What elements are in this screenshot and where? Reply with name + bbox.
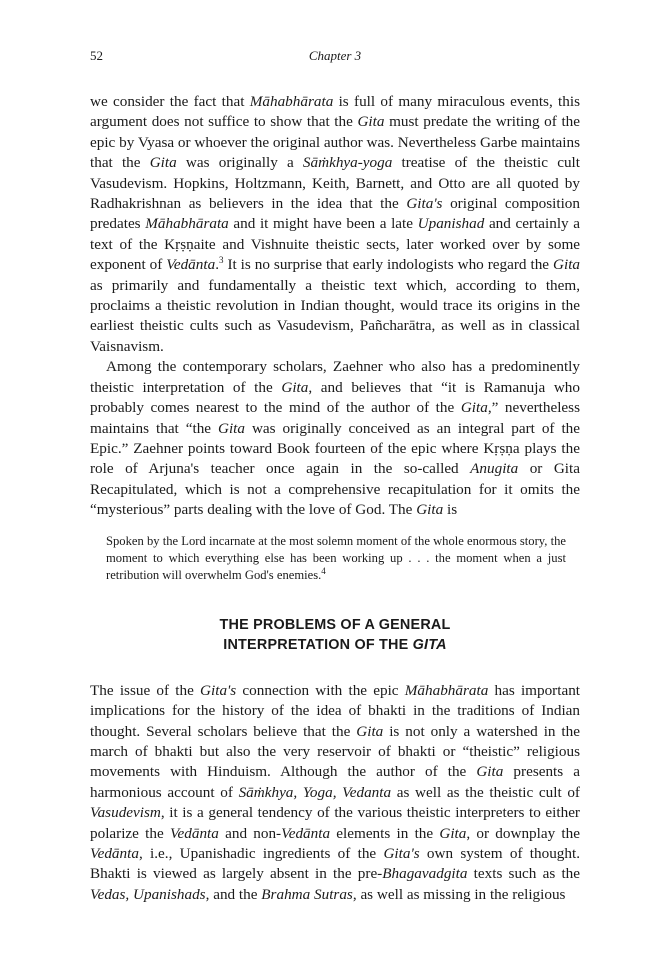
italic-term: Vedānta [166, 256, 216, 274]
footnote-ref: 3 [218, 255, 224, 266]
text-run: has important implications for the history of the idea of bhakti in the traditions of Indian thought. Several scholars believe that the [90, 681, 581, 740]
text-run: texts such as the [467, 865, 580, 883]
italic-term: Māhabhārata [249, 93, 334, 110]
italic-term: Vasudevism [90, 804, 161, 822]
italic-term: Gita [416, 501, 444, 519]
italic-term: Anugita [470, 460, 519, 478]
italic-term: Brahma Sutras [261, 885, 353, 903]
section-heading-line2: INTERPRETATION OF THE GITA [223, 636, 447, 653]
text-run: Among the contemporary scholars, Zaehner who also has a predominently theistic interpretation of the [90, 358, 580, 396]
text-run: presents a harmonious account of [90, 763, 580, 801]
text-run: must predate the writing of the epic by Vyasa or whoever the original author was. Nevertheless Garbe maintains that the [90, 113, 581, 172]
italic-term: Vedānta [281, 824, 331, 842]
text-run: we consider the fact that [90, 93, 250, 110]
italic-term: Gita's [383, 845, 420, 862]
paragraph-problems [90, 681, 580, 905]
italic-term: Gita [460, 399, 488, 417]
text-run: , i.e., Upanishadic ingredients of the [138, 845, 384, 862]
block-quote [106, 533, 566, 585]
text-run: The issue of the [90, 681, 201, 699]
italic-term: Gita [356, 722, 384, 740]
italic-term: Māhabhārata [145, 215, 229, 233]
text-run: was originally a [176, 154, 303, 172]
italic-term: Gita [553, 256, 581, 274]
paragraph-continuation [90, 92, 580, 357]
italic-term: Gita [357, 113, 385, 131]
italic-term: Gita [281, 378, 309, 396]
italic-term: Gita [217, 419, 245, 437]
text-run: , as well as missing in the religious [352, 885, 566, 903]
section-heading [90, 615, 580, 655]
footnote-ref: 4 [321, 566, 326, 577]
text-run: original composition predates [90, 195, 580, 233]
paragraph-zaehner [90, 357, 580, 520]
italic-term: Gita's [406, 195, 443, 213]
text-run: connection with the epic [236, 681, 405, 699]
text-run: as primarily and fundamentally a theistic text which, according to them, proclaims a theistic revolution in Indian thought, would trace its origins in the earliest theistic cults such as Vasudevism, Pañcharātra, as well as in classical Vaisnavism. [90, 276, 580, 355]
text-run: or Gita Recapitulated, which is not a comprehensive recapitulation for it omits the “mysterious” parts dealing with the love of God. The [90, 460, 580, 519]
italic-term: Gita's [200, 681, 237, 699]
book-page [90, 48, 580, 905]
text-run: treatise of the theistic cult Vasudevism. Hopkins, Holtzmann, Keith, Barnett, and Otto are all quoted by Radhakrishnan as believers in the idea that the [90, 154, 580, 213]
text-run: and it might have been a late [228, 215, 418, 233]
italic-term: Vedānta [90, 845, 139, 862]
text-run: Spoken by the Lord incarnate at the most solemn moment of the whole enormous story, the moment to which everything else has been working up . . . the moment when a just retribution will overwhelm God's enemies. [106, 533, 566, 583]
text-run: ,” nevertheless maintains that “the [90, 399, 580, 437]
text-run: , and the [205, 885, 262, 903]
text-run: . [215, 256, 219, 274]
italic-term: Vedas, Upanishads [90, 885, 206, 903]
page-number: 52 [90, 48, 103, 63]
italic-term: Sāṁkhya, Yoga, Vedanta [238, 783, 392, 801]
text-run: elements in the [330, 824, 440, 842]
running-title: Chapter 3 [308, 48, 362, 63]
text-run: and non- [218, 824, 282, 842]
text-run: was originally conceived as an integral part of the Epic.” Zaehner points toward Book fourteen of the epic where Kṛṣṇa plays the role of Arjuna's teacher once again in the so-called [90, 419, 580, 478]
text-run: as well as the theistic cult of [391, 783, 580, 801]
italic-term: Vedānta [169, 824, 219, 842]
text-run: It is no surprise that early indologists who regard the [223, 256, 553, 274]
text-run: , it is a general tendency of the various theistic interpreters to either polarize the [90, 804, 580, 842]
italic-term: Māhabhārata [404, 681, 489, 699]
italic-term: Upanishad [417, 215, 485, 233]
text-run: and certainly a text of the Kṛṣṇaite and Vishnuite theistic sects, later worked over by some exponent of [90, 215, 581, 274]
text-run: own system of thought. Bhakti is viewed as largely absent in the pre- [90, 845, 580, 883]
italic-term: Gita [439, 824, 467, 842]
text-run: , and believes that “it is Ramanuja who probably comes nearest to the mind of the author of the [90, 378, 580, 417]
text-run: is full of many miraculous events, this argument does not suffice to show that the [90, 93, 581, 131]
text-run: is not only a watershed in the march of bhakti but also the very reservoir of bhakti or “theistic” religious movements with Hinduism. Although the author of the [90, 722, 580, 781]
italic-term: Sāṁkhya-yoga [302, 154, 393, 172]
italic-term: Gita [149, 154, 177, 172]
text-run: is [443, 501, 458, 519]
text-run: , or downplay the [466, 824, 580, 842]
italic-term: Gita [476, 763, 504, 781]
italic-term: Bhagavadgita [382, 865, 468, 883]
section-heading-line1: THE PROBLEMS OF A GENERAL [219, 616, 451, 633]
